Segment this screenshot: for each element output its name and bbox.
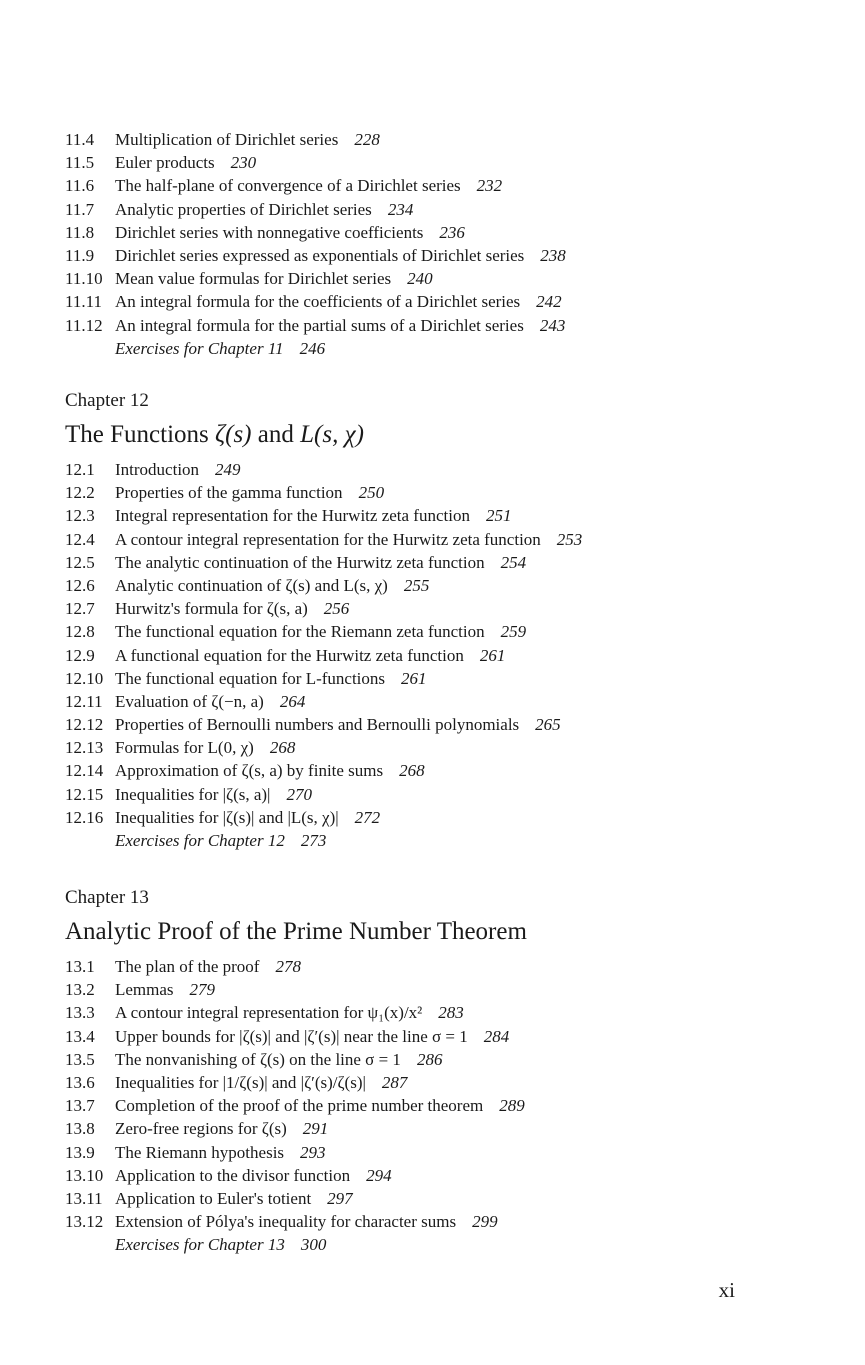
section-page: 253 xyxy=(556,529,583,549)
section-title: Analytic properties of Dirichlet series xyxy=(115,199,372,219)
toc-entry xyxy=(65,244,805,267)
chapter-title-math: L(s, χ) xyxy=(300,421,364,448)
chapter-13-block xyxy=(65,885,805,1256)
section-number: 12.2 xyxy=(65,483,95,503)
section-title: Lemmas xyxy=(115,980,174,1000)
section-page: 293 xyxy=(300,1142,326,1162)
section-number: 13.4 xyxy=(65,1026,95,1046)
section-title: Properties of Bernoulli numbers and Bernoulli polynomials xyxy=(115,715,520,735)
toc-entry xyxy=(65,290,805,313)
section-number: 12.10 xyxy=(65,668,104,688)
section-page: 284 xyxy=(483,1026,510,1046)
toc-entry xyxy=(65,1071,805,1094)
section-number: 11.6 xyxy=(65,176,95,196)
section-page: 297 xyxy=(327,1188,353,1208)
section-title: Approximation of ζ(s, a) by finite sums xyxy=(115,761,384,781)
section-title: Hurwitz's formula for ζ(s, a) xyxy=(115,599,308,619)
section-page: 256 xyxy=(323,599,350,619)
section-title: Completion of the proof of the prime number theorem xyxy=(115,1096,484,1116)
section-title: Euler products xyxy=(115,153,215,173)
section-title: The nonvanishing of ζ(s) on the line σ = 1 xyxy=(115,1049,401,1069)
toc-entry xyxy=(65,1048,805,1071)
section-page: 265 xyxy=(535,715,561,735)
section-number: 13.1 xyxy=(65,957,95,976)
section-page: 299 xyxy=(472,1212,498,1232)
toc-entry xyxy=(65,1001,805,1024)
section-title: Integral representation for the Hurwitz zeta function xyxy=(115,506,470,526)
section-number: 13.3 xyxy=(65,1003,95,1023)
exercises-title: Exercises for Chapter 13 xyxy=(115,1235,285,1255)
section-page: 232 xyxy=(476,176,503,196)
section-page: 254 xyxy=(500,552,527,572)
chapter-13-section-list xyxy=(65,955,805,1256)
section-page: 283 xyxy=(438,1003,464,1023)
toc-entry xyxy=(65,783,805,806)
section-number: 12.14 xyxy=(65,761,104,781)
section-title: Inequalities for |ζ(s, a)| xyxy=(115,784,271,804)
section-title: Evaluation of ζ(−n, a) xyxy=(115,691,264,711)
toc-entry xyxy=(65,1094,805,1117)
section-page: 243 xyxy=(539,315,566,335)
section-number: 13.11 xyxy=(65,1188,103,1208)
exercises-entry xyxy=(65,829,805,852)
chapter-12-block xyxy=(65,388,805,852)
toc-entry xyxy=(65,174,805,197)
section-number: 13.2 xyxy=(65,980,95,1000)
chapter-label: Chapter 12 xyxy=(65,390,149,411)
section-title: Analytic continuation of ζ(s) and L(s, χ) xyxy=(115,575,388,595)
section-number: 12.3 xyxy=(65,506,95,526)
toc-entry xyxy=(65,806,805,829)
toc-entry xyxy=(65,458,805,481)
toc-entry xyxy=(65,574,805,597)
exercises-title: Exercises for Chapter 12 xyxy=(115,831,285,850)
section-page: 268 xyxy=(399,761,425,781)
section-title: An integral formula for the coefficients of a Dirichlet series xyxy=(115,292,521,312)
toc-entry xyxy=(65,713,805,736)
section-number: 13.5 xyxy=(65,1049,95,1069)
toc-entry xyxy=(65,198,805,221)
chapter-title xyxy=(65,418,805,452)
chapter-11-section-list xyxy=(65,128,805,360)
section-number: 13.10 xyxy=(65,1165,104,1185)
exercises-page: 273 xyxy=(300,831,327,850)
toc-entry xyxy=(65,481,805,504)
toc-entry xyxy=(65,759,805,782)
chapter-12-section-list xyxy=(65,458,805,852)
section-title: Inequalities for |1/ζ(s)| and |ζ′(s)/ζ(s)| xyxy=(115,1072,366,1092)
section-title: Introduction xyxy=(115,460,200,479)
page-number: xi xyxy=(718,1278,735,1302)
toc-entry xyxy=(65,690,805,713)
section-title: The Riemann hypothesis xyxy=(115,1142,285,1162)
section-title: Application to the divisor function xyxy=(115,1165,351,1185)
section-page: 264 xyxy=(279,691,306,711)
section-title: Extension of Pólya's inequality for character sums xyxy=(115,1212,457,1232)
section-title: Dirichlet series with nonnegative coefficients xyxy=(115,222,424,242)
toc-entry xyxy=(65,504,805,527)
exercises-page: 300 xyxy=(300,1235,327,1255)
section-page: 234 xyxy=(387,199,414,219)
toc-entry xyxy=(65,978,805,1001)
section-number: 12.9 xyxy=(65,645,95,665)
section-title: Properties of the gamma function xyxy=(115,483,343,503)
section-page: 286 xyxy=(416,1049,443,1069)
section-title: Dirichlet series expressed as exponentials of Dirichlet series xyxy=(115,245,525,265)
section-number: 12.16 xyxy=(65,807,104,827)
section-number: 12.7 xyxy=(65,599,95,619)
section-page: 236 xyxy=(439,222,465,242)
section-number: 11.5 xyxy=(65,153,95,173)
section-page: 240 xyxy=(407,269,433,289)
toc-entry xyxy=(65,551,805,574)
section-number: 12.15 xyxy=(65,784,104,804)
section-page: 261 xyxy=(479,645,506,665)
section-number: 11.9 xyxy=(65,245,95,265)
toc-entry xyxy=(65,528,805,551)
toc-entry xyxy=(65,1210,805,1233)
section-title: The functional equation for the Riemann zeta function xyxy=(115,622,485,642)
toc-entry xyxy=(65,1164,805,1187)
toc-entry xyxy=(65,128,805,151)
chapter-title-text: The Functions xyxy=(65,421,209,448)
section-page: 242 xyxy=(536,292,562,312)
exercises-entry xyxy=(65,337,805,360)
chapter-title-math: ζ(s) xyxy=(215,421,252,448)
section-page: 289 xyxy=(499,1096,525,1116)
toc-entry xyxy=(65,1187,805,1210)
section-number: 13.12 xyxy=(65,1212,104,1232)
toc-entry xyxy=(65,267,805,290)
toc-entry xyxy=(65,1025,805,1048)
toc-entry xyxy=(65,1117,805,1140)
toc-entry xyxy=(65,955,805,978)
section-number: 13.7 xyxy=(65,1096,95,1116)
section-title: A contour integral representation for the Hurwitz zeta function xyxy=(115,529,541,549)
chapter-title: Analytic Proof of the Prime Number Theorem xyxy=(65,918,527,945)
section-page: 228 xyxy=(354,130,380,149)
section-number: 11.4 xyxy=(65,130,95,149)
toc-entry xyxy=(65,620,805,643)
section-number: 11.12 xyxy=(65,315,103,335)
section-page: 255 xyxy=(403,575,430,595)
section-title: Mean value formulas for Dirichlet series xyxy=(115,269,392,289)
section-title: Zero-free regions for ζ(s) xyxy=(115,1119,287,1139)
section-page: 294 xyxy=(366,1165,392,1185)
section-page: 249 xyxy=(215,460,241,479)
section-number: 12.12 xyxy=(65,715,104,735)
section-number: 13.9 xyxy=(65,1142,95,1162)
section-title: Inequalities for |ζ(s)| and |L(s, χ)| xyxy=(115,807,339,827)
toc-entry xyxy=(65,597,805,620)
section-page: 261 xyxy=(401,668,427,688)
section-page: 279 xyxy=(189,980,216,1000)
section-page: 230 xyxy=(230,153,257,173)
toc-entry xyxy=(65,736,805,759)
section-title: Formulas for L(0, χ) xyxy=(115,738,254,758)
chapter-label: Chapter 13 xyxy=(65,887,149,908)
section-page: 251 xyxy=(485,506,512,526)
chapter-title-conjunction: and xyxy=(257,421,294,448)
section-page: 268 xyxy=(269,738,296,758)
section-number: 12.11 xyxy=(65,691,103,711)
section-title: An integral formula for the partial sums of a Dirichlet series xyxy=(115,315,524,335)
section-number: 13.6 xyxy=(65,1072,95,1092)
toc-entry xyxy=(65,644,805,667)
section-number: 11.11 xyxy=(65,292,102,312)
section-title: The plan of the proof xyxy=(115,957,260,976)
exercises-title: Exercises for Chapter 11 xyxy=(115,338,284,358)
section-number: 12.5 xyxy=(65,552,95,572)
exercises-page: 246 xyxy=(299,338,326,358)
section-title: The half-plane of convergence of a Dirichlet series xyxy=(115,176,461,196)
toc-entry xyxy=(65,1141,805,1164)
exercises-entry xyxy=(65,1233,805,1256)
section-title: The analytic continuation of the Hurwitz zeta function xyxy=(115,552,485,572)
section-title: Multiplication of Dirichlet series xyxy=(115,130,339,149)
section-page: 238 xyxy=(540,245,566,265)
section-page: 272 xyxy=(354,807,381,827)
toc-entry xyxy=(65,667,805,690)
section-title: A functional equation for the Hurwitz zeta function xyxy=(115,645,464,665)
section-title: Application to Euler's totient xyxy=(115,1188,312,1208)
section-title: A contour integral representation for ψ₁(x)/x² xyxy=(115,1003,423,1023)
section-number: 13.8 xyxy=(65,1119,95,1139)
section-number: 12.8 xyxy=(65,622,95,642)
section-number: 12.4 xyxy=(65,529,95,549)
section-title: Upper bounds for |ζ(s)| and |ζ′(s)| near the line σ = 1 xyxy=(115,1026,468,1046)
section-title: The functional equation for L-functions xyxy=(115,668,386,688)
section-number: 11.8 xyxy=(65,222,95,242)
toc-entry xyxy=(65,221,805,244)
section-page: 250 xyxy=(358,483,385,503)
section-number: 11.10 xyxy=(65,269,103,289)
toc-entry xyxy=(65,151,805,174)
section-number: 12.6 xyxy=(65,575,95,595)
section-page: 291 xyxy=(302,1119,329,1139)
section-page: 278 xyxy=(275,957,301,976)
section-page: 259 xyxy=(500,622,527,642)
toc-entry xyxy=(65,314,805,337)
section-page: 270 xyxy=(286,784,312,804)
section-number: 11.7 xyxy=(65,199,95,219)
section-number: 12.13 xyxy=(65,738,104,758)
section-number: 12.1 xyxy=(65,460,95,479)
section-page: 287 xyxy=(381,1072,408,1092)
